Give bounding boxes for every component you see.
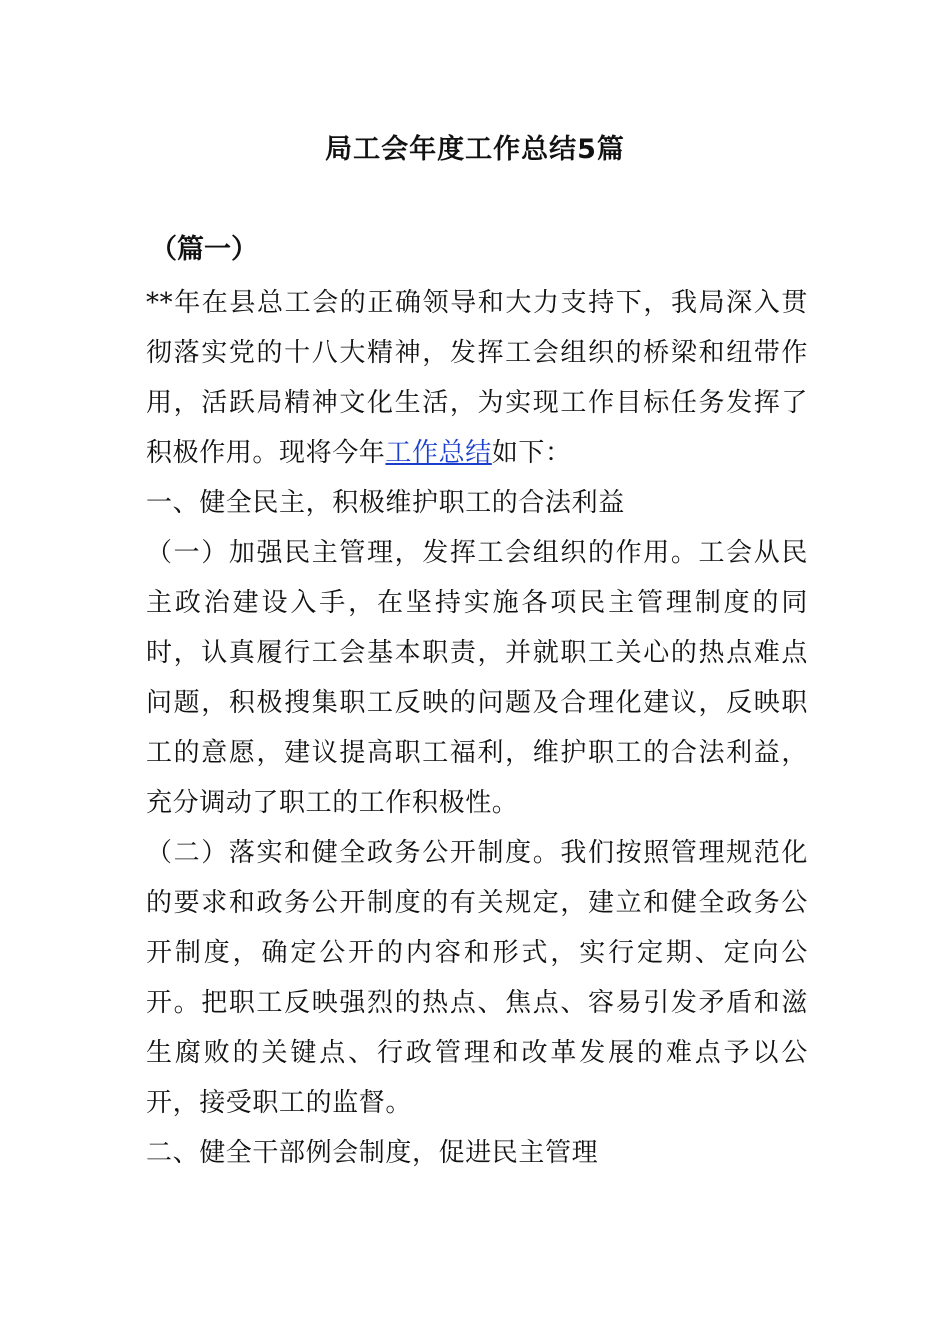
document-title: 局工会年度工作总结5篇 (325, 134, 625, 165)
heading-two: 二、健全干部例会制度，促进民主管理 (146, 1138, 599, 1168)
paragraph-democratic-management: （一）加强民主管理，发挥工会组织的作用。工会从民主政治建设入手，在坚持实施各项民主管理制度的同时，认真履行工会基本职责，并就职工关心的热点难点问题，积极搜集职工反映的问题及合理化建议，反映职工的意愿，建议提高职工福利，维护职工的合法利益，充分调动了职工的工作积极性。 (146, 538, 808, 818)
paragraph-government-affairs: （二）落实和健全政务公开制度。我们按照管理规范化的要求和政务公开制度的有关规定，建立和健全政务公开制度，确定公开的内容和形式，实行定期、定向公开。把职工反映强烈的热点、焦点、容易引发矛盾和滋生腐败的关键点、行政管理和改革发展的难点予以公开，接受职工的监督。 (146, 838, 808, 1118)
intro-paragraph (146, 278, 808, 478)
section-label: （篇一） (150, 234, 258, 265)
intro-text-after-link: 如下： (491, 438, 572, 468)
intro-text-before-link: **年在县总工会的正确领导和大力支持下，我局深入贯彻落实党的十八大精神，发挥工会组织的桥梁和纽带作用，活跃局精神文化生活，为实现工作目标任务发挥了积极作用。现将今年 (146, 288, 808, 468)
document-body (146, 278, 808, 1178)
heading-one: 一、健全民主，积极维护职工的合法利益 (146, 488, 625, 518)
work-summary-link[interactable]: 工作总结 (385, 438, 492, 468)
